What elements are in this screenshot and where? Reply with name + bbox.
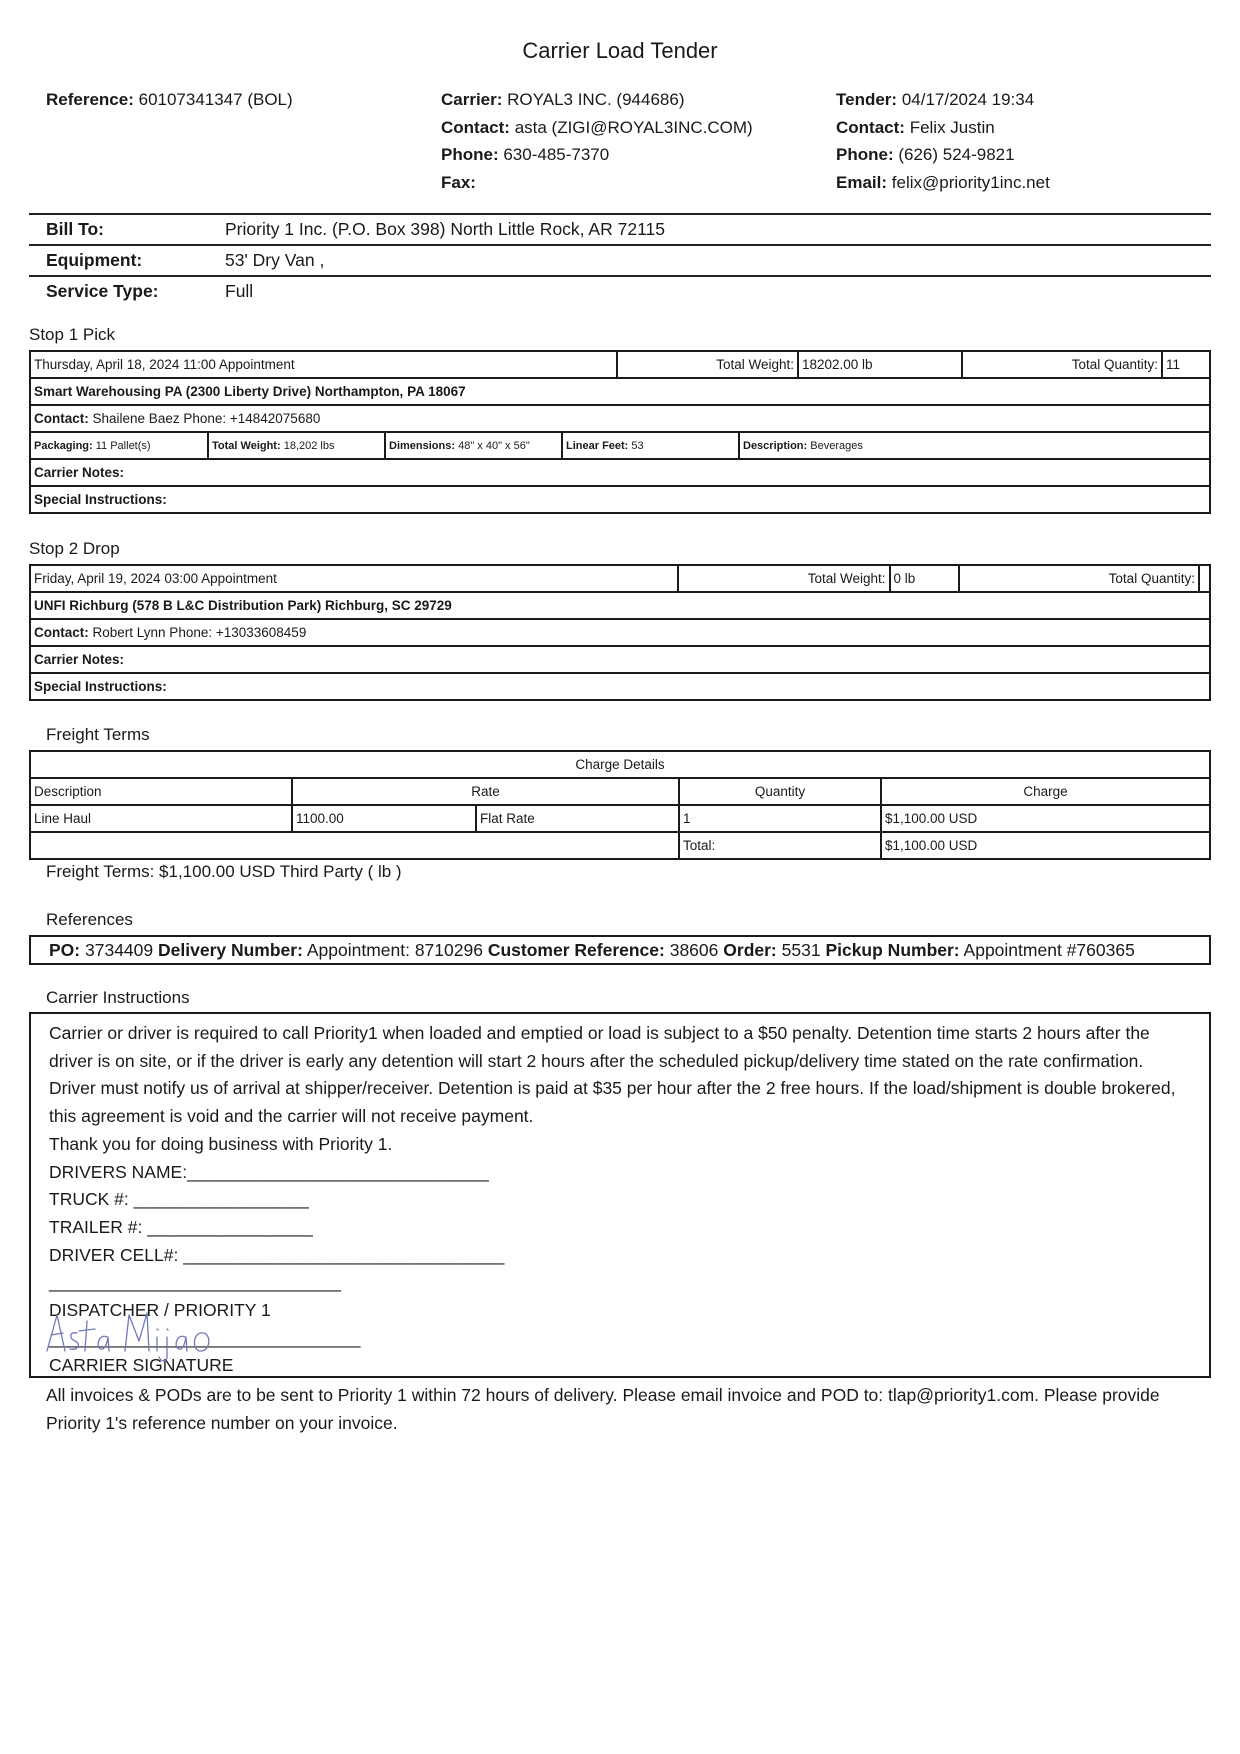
stop2-special-instructions: Special Instructions:: [30, 673, 1210, 700]
row-rate: 1100.00: [292, 805, 476, 832]
handwritten-signature: [43, 1307, 223, 1363]
stop1-notes-table: [29, 458, 1211, 514]
dimensions-label: Dimensions:: [389, 439, 456, 452]
total-weight-label: Total Weight:: [212, 439, 281, 452]
table-row: [30, 832, 1210, 859]
total-spacer: [30, 832, 679, 859]
total-weight-cell: [208, 432, 385, 459]
tender-phone-label: Phone:: [836, 145, 894, 164]
carrier-label: Carrier:: [441, 90, 503, 109]
footer-note: All invoices & PODs are to be sent to Priority 1 within 72 hours of delivery. Please email invoice and POD to: tlap@priority1.com. Please provide Priority 1's reference number on your invoice.: [46, 1385, 1160, 1433]
stop2-contact: [30, 619, 1210, 646]
instructions-heading: Carrier Instructions: [46, 988, 190, 1007]
freight-heading: Freight Terms: [46, 725, 150, 744]
equipment-row: [29, 246, 1211, 275]
charge-details-table: [29, 750, 1211, 860]
carrier-signature-area: [49, 1325, 1193, 1353]
driver-cell-line: DRIVER CELL#: _________________________________: [49, 1244, 505, 1265]
tender-value: 04/17/2024 19:34: [901, 90, 1035, 109]
linear-feet-cell: [562, 432, 739, 459]
stop1-appointment: Thursday, April 18, 2024 11:00 Appointment: [30, 351, 617, 378]
dispatcher-signature-line: ______________________________: [49, 1272, 341, 1293]
stop1-special-instructions: Special Instructions:: [30, 486, 1210, 513]
references-heading: References: [46, 910, 133, 929]
customer-reference-label: Customer Reference:: [487, 940, 665, 960]
service-type-row: [29, 277, 1211, 306]
contact-value: Robert Lynn Phone: +13033608459: [92, 625, 307, 640]
instructions-paragraph: Carrier or driver is required to call Priority1 when loaded and emptied or load is subject to a $50 penalty. Detention time starts 2 hours after the driver is on site, or if the driver is early any detention will start 2 hours after the scheduled pickup/delivery time stated on the rate confirmation. Driver must notify us of arrival at shipper/receiver. Detention is paid at $35 per hour after the 2 free hours. If the load/shipment is double brokered, this agreement is void and the carrier will not receive payment.: [49, 1023, 1176, 1127]
contact-label: Contact:: [34, 411, 89, 426]
linear-feet-label: Linear Feet:: [566, 439, 629, 452]
delivery-number-value: Appointment: 8710296: [306, 940, 483, 960]
po-value: 3734409: [85, 940, 154, 960]
row-charge: $1,100.00 USD: [881, 805, 1210, 832]
service-type-value: Full: [225, 281, 254, 301]
trailer-line: TRAILER #: _________________: [49, 1216, 313, 1237]
tender-phone-value: (626) 524-9821: [898, 145, 1015, 164]
stop2-weight-value: 0 lb: [890, 565, 960, 592]
stop1-carrier-notes: Carrier Notes:: [30, 459, 1210, 486]
table-row: [30, 619, 1210, 646]
packaging-cell: [30, 432, 208, 459]
equipment-label: Equipment:: [46, 250, 143, 270]
stop1-freight-table: [29, 431, 1211, 460]
customer-reference-value: 38606: [669, 940, 719, 960]
tender-email-value: felix@priority1inc.net: [891, 172, 1050, 192]
tender-block: [836, 86, 1050, 196]
stop1-weight-value: 18202.00 lb: [798, 351, 962, 378]
description-label: Description:: [743, 439, 808, 452]
description-cell: [739, 432, 1210, 459]
dimensions-cell: [385, 432, 562, 459]
pickup-number-label: Pickup Number:: [825, 940, 960, 960]
stop1-location: Smart Warehousing PA (2300 Liberty Drive) Northampton, PA 18067: [30, 378, 1210, 405]
table-row: [30, 378, 1210, 405]
po-label: PO:: [49, 940, 81, 960]
table-row: [30, 751, 1210, 778]
carrier-fax-label: Fax:: [441, 172, 476, 192]
thanks-line: Thank you for doing business with Priority 1.: [49, 1133, 393, 1154]
carrier-value: ROYAL3 INC. (944686): [507, 90, 685, 109]
stop2-appointment: Friday, April 19, 2024 03:00 Appointment: [30, 565, 678, 592]
carrier-contact-value: asta (ZIGI@ROYAL3INC.COM): [514, 117, 753, 137]
page-title: Carrier Load Tender: [522, 38, 718, 63]
stop1-weight-label: Total Weight:: [617, 351, 798, 378]
col-charge: Charge: [881, 778, 1210, 805]
row-description: Line Haul: [30, 805, 292, 832]
drivers-name-line: DRIVERS NAME:_______________________________: [49, 1161, 489, 1182]
table-row: [30, 486, 1210, 513]
table-row: [30, 805, 1210, 832]
total-value: $1,100.00 USD: [881, 832, 1210, 859]
contact-value: Shailene Baez Phone: +14842075680: [92, 411, 321, 426]
tender-contact-value: Felix Justin: [909, 117, 995, 137]
stop2-table: [29, 564, 1211, 701]
freight-terms-text: Freight Terms: $1,100.00 USD Third Party ( lb ): [46, 862, 402, 881]
bill-to-value: Priority 1 Inc. (P.O. Box 398) North Little Rock, AR 72115: [225, 219, 665, 239]
bill-to-label: Bill To:: [46, 219, 104, 239]
total-label: Total:: [679, 832, 881, 859]
table-row: [30, 459, 1210, 486]
billing-block: [29, 213, 1211, 306]
stop1-table: [29, 350, 1211, 433]
carrier-phone-value: 630-485-7370: [503, 145, 610, 164]
stop2-carrier-notes: Carrier Notes:: [30, 646, 1210, 673]
order-label: Order:: [723, 940, 777, 960]
stop1-contact: [30, 405, 1210, 432]
dispatcher-label: DISPATCHER / PRIORITY 1: [49, 1300, 271, 1321]
dimensions-value: 48" x 40" x 56": [458, 439, 530, 452]
row-quantity: 1: [679, 805, 881, 832]
table-row: [30, 405, 1210, 432]
table-row: [30, 778, 1210, 805]
contact-label: Contact:: [34, 625, 89, 640]
stop2-qty-label: Total Quantity:: [959, 565, 1199, 592]
packaging-label: Packaging:: [34, 439, 93, 452]
col-quantity: Quantity: [679, 778, 881, 805]
instructions-box: [29, 1012, 1211, 1378]
tender-email-label: Email:: [836, 172, 888, 192]
stop1-qty-value: 11: [1162, 351, 1210, 378]
table-row: [30, 565, 1210, 592]
truck-line: TRUCK #: __________________: [49, 1189, 309, 1210]
carrier-signature-label: CARRIER SIGNATURE: [49, 1355, 234, 1376]
description-value: Beverages: [810, 439, 863, 452]
charge-details-title: Charge Details: [30, 751, 1210, 778]
carrier-block: [441, 86, 753, 196]
table-row: [30, 646, 1210, 673]
table-row: [30, 432, 1210, 459]
reference-value: 60107341347 (BOL): [138, 90, 293, 109]
stop1-heading: Stop 1 Pick: [29, 325, 115, 344]
stop1-qty-label: Total Quantity:: [962, 351, 1162, 378]
tender-contact-label: Contact:: [836, 117, 905, 137]
reference-block: [46, 86, 293, 114]
order-value: 5531: [781, 940, 821, 960]
total-weight-value: 18,202 lbs: [283, 439, 335, 452]
col-description: Description: [30, 778, 292, 805]
tender-label: Tender:: [836, 90, 898, 109]
reference-label: Reference:: [46, 90, 134, 109]
stop2-location: UNFI Richburg (578 B L&C Distribution Park) Richburg, SC 29729: [30, 592, 1210, 619]
equipment-value: 53' Dry Van ,: [225, 250, 325, 270]
pickup-number-value: Appointment #760365: [963, 940, 1135, 960]
table-row: [30, 592, 1210, 619]
carrier-contact-label: Contact:: [441, 117, 510, 137]
bill-to-row: [29, 215, 1211, 244]
col-rate: Rate: [292, 778, 679, 805]
stop2-qty-value: [1199, 565, 1210, 592]
linear-feet-value: 53: [631, 439, 644, 452]
row-rate-type: Flat Rate: [476, 805, 679, 832]
carrier-signature-line: ________________________________: [49, 1327, 361, 1348]
stop2-heading: Stop 2 Drop: [29, 539, 120, 558]
carrier-phone-label: Phone:: [441, 145, 499, 164]
delivery-number-label: Delivery Number:: [158, 940, 303, 960]
table-row: [30, 673, 1210, 700]
table-row: [30, 351, 1210, 378]
packaging-value: 11 Pallet(s): [95, 439, 151, 452]
service-type-label: Service Type:: [46, 281, 159, 301]
references-box: [29, 935, 1211, 965]
stop2-weight-label: Total Weight:: [678, 565, 890, 592]
